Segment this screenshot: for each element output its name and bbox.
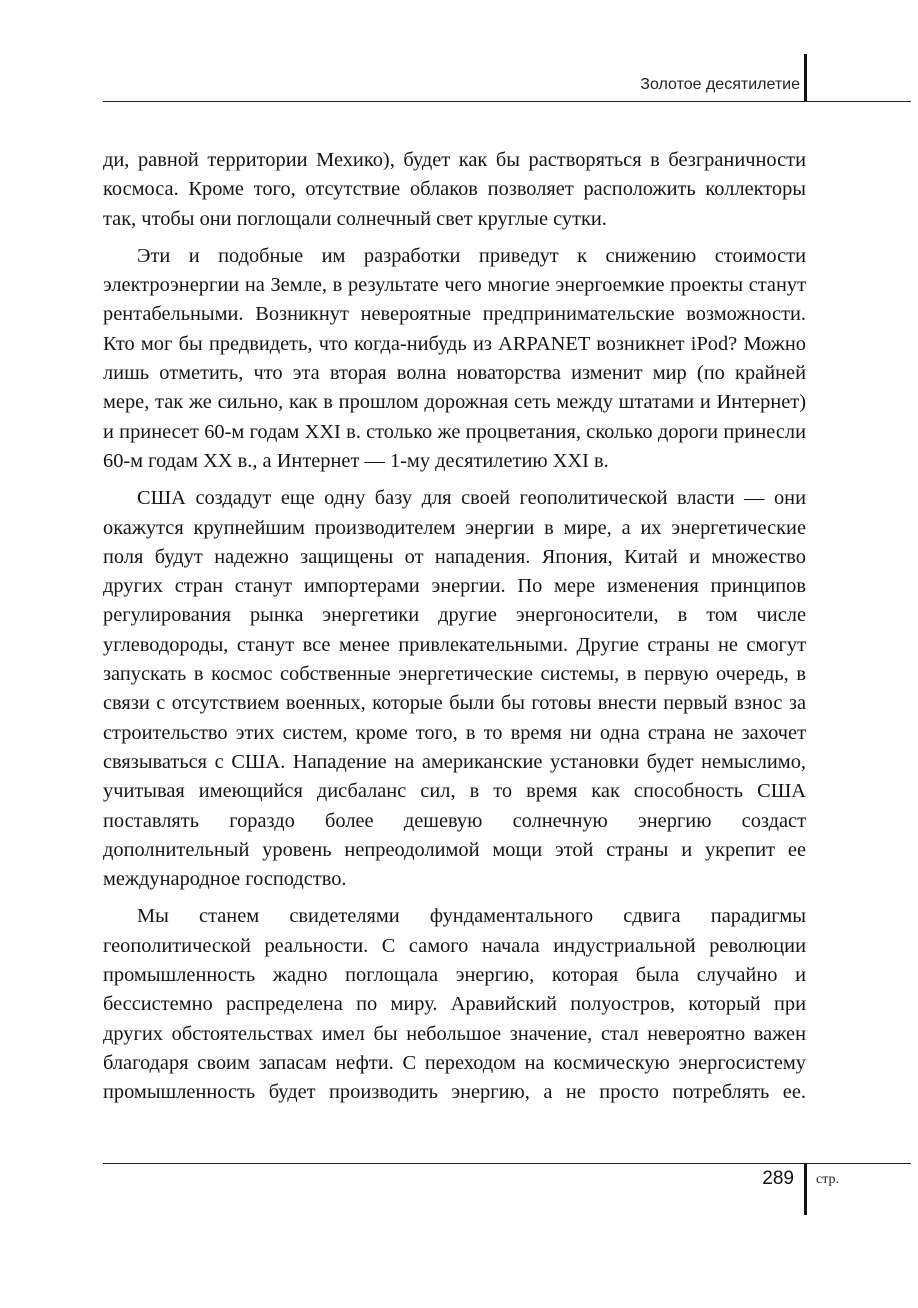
footer-vertical-bar — [804, 1163, 807, 1215]
header-rule — [103, 101, 911, 102]
footer-rule — [103, 1163, 911, 1164]
page-number: 289 — [762, 1168, 794, 1189]
paragraph: Эти и подобные им разработки приведут к снижению стоимости электроэнергии на Земле, в результате чего многие энергоемкие проекты станут рентабельными. Возникнут невероятные предпринимательские возможности. Кто мог бы предвидеть, что когда-нибудь из ARPANET возникнет iPod? Можно лишь отметить, что эта вторая волна новаторства изменит мир (по крайней мере, так же сильно, как в прошлом дорожная сеть между штатами и Интернет) и принесет 60-м годам XXI в. столько же процветания, сколько дороги принесли 60-м годам XX в., а Интернет — 1-му десятилетию XXI в. — [103, 244, 806, 472]
paragraph: США создадут еще одну базу для своей геополитической власти — они окажутся крупнейшим производителем энергии в мире, а их энергетические поля будут надежно защищены от нападения. Япония, Китай и множество других стран станут импортерами энергии. По мере изменения принципов регулирования рынка энергетики другие энергоносители, в том числе углеводороды, станут все менее привлекательными. Другие страны не смогут запускать в космос собственные энергетические системы, в первую очередь, в связи с отсутствием военных, которые были бы готовы внести первый взнос за строительство этих систем, кроме того, в то время ни одна страна не захочет связываться с США. Нападение на американские установки будет немыслимо, учитывая имеющийся дисбаланс сил, в то время как способность США поставлять гораздо более дешевую солнечную энергию создаст дополнительный уровень непреодолимой мощи этой страны и укрепит ее международное господство. — [103, 487, 806, 891]
header-vertical-bar — [804, 54, 807, 102]
paragraph-continued: ди, равной территории Мехико), будет как бы растворяться в безграничности космоса. Кроме того, отсутствие облаков позволяет расположить коллекторы так, чтобы они поглощали солнечный свет круглые сутки. — [103, 149, 806, 230]
page-suffix: стр. — [816, 1172, 840, 1187]
paragraph: Мы станем свидетелями фундаментального сдвига парадигмы геополитической реальности. С самого начала индустриальной революции промышленность жадно поглощала энергию, которая была случайно и бессистемно распределена по миру. Аравийский полуостров, который при других обстоятельствах имел бы небольшое значение, стал невероятно важен благодаря своим запасам нефти. С переходом на космическую энергосистему промышленность будет производить энергию, а не просто потреблять ее. — [103, 905, 806, 1104]
body-text — [103, 146, 806, 1116]
running-head-title: Золотое десятилетие — [640, 76, 800, 93]
